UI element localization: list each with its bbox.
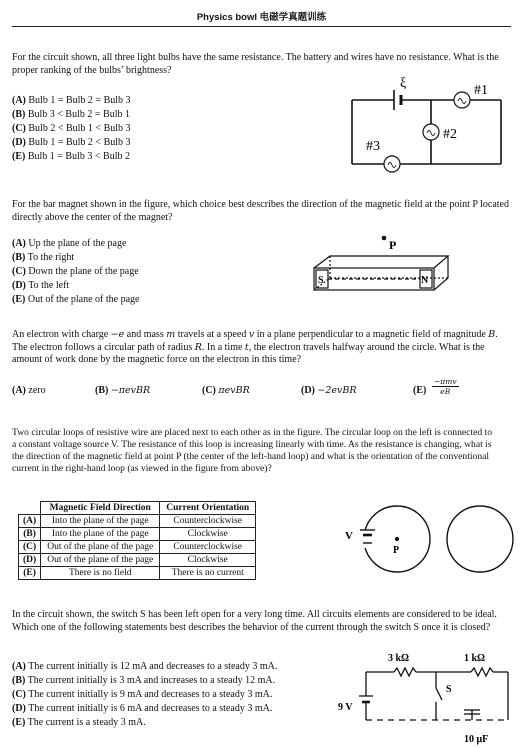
q3-stem [12,329,510,367]
table-header-row [19,502,256,515]
q2-bar-magnet-diagram [308,232,458,302]
q3-option-c[interactable]: (C) πevBR [202,385,250,396]
q1-text: For the circuit shown, all three light bulbs have the same resistance. The battery and wires have no resistance. What is the proper ranking of the bulbs’ brightness? [12,52,499,76]
q5-option-c[interactable]: (C) The current initially is 9 mA and decreases to a steady 3 mA. [12,689,273,700]
q2-stem [12,199,510,224]
q1-option-e[interactable] [12,150,131,164]
table-row[interactable]: (C) Out of the plane of the page Counterclockwise [19,541,256,554]
option-text: Bulb 1 = Bulb 2 < Bulb 3 [28,137,131,148]
point-p-label: P [393,545,400,556]
option-letter: (D) [12,137,26,148]
switch-label: S [446,684,452,695]
q4-loops-diagram [345,495,515,585]
q5-stem [12,609,510,634]
q4-stem [12,427,492,475]
q5-option-e[interactable]: (E) The current is a steady 3 mA. [12,717,146,728]
voltage-source-label: V [345,530,353,542]
q4-text: Two circular loops of resistive wire are placed next to each other as in the figure. The circular loop on the left is connected to a constant voltage source V. The resistance of this loop is increasing linearly with time. As the resistance is changing, what is the direction of the magnetic field at point P (the center of the left-hand loop) and what is the orientation of the conventional current in the right-hand loop (as viewed in the figure from above)? [12,427,492,474]
q5-option-a[interactable]: (A) The current initially is 12 mA and decreases to a steady 3 mA. [12,661,278,672]
option-text: Out of the plane of the page [27,294,140,305]
q4-answer-table [18,501,256,580]
q2-option-e[interactable] [12,293,139,307]
q3-option-e[interactable]: (E) [413,385,427,396]
table-row[interactable]: (D) Out of the plane of the page Clockwise [19,554,256,567]
q2-option-c[interactable] [12,265,139,279]
option-text: To the right [27,252,75,263]
col-current-header: Current Orientation [160,502,256,515]
table-row[interactable]: (B) Into the plane of the page Clockwise [19,528,256,541]
resistor-2-zigzag [471,668,493,676]
resistor-2-label: 1 kΩ [464,653,486,664]
page-header-title: Physics bowl 电磁学真题训练 [196,12,327,23]
option-text: To the left [28,280,70,291]
option-letter: (A) [12,95,26,106]
q2-text: For the bar magnet shown in the figure, which choice best describes the direction of the magnetic field at the point P located directly above the center of the magnet? [12,199,509,223]
q5-options [12,660,277,730]
option-letter: (B) [12,252,26,263]
option-letter: (A) [12,238,26,249]
bulb-1-label: #1 [474,83,488,98]
q2-options [12,237,139,307]
q1-option-b[interactable] [12,108,131,122]
header-divider [12,26,511,27]
q3-option-d[interactable]: (D) −2evBR [301,385,357,396]
q3-text: An electron with charge −e and mass m travels at a speed v in a plane perpendicular to a magnetic field of magnitude B. The electron follows a circular path of radius R. In a time t, the electron travels halfway around the circle. What is the amount of work done by the magnetic force on the electron in this time? [12,329,498,365]
option-letter: (C) [12,123,26,134]
q2-option-b[interactable] [12,251,139,265]
right-loop [447,506,513,572]
q2-option-a[interactable] [12,237,139,251]
option-text: Bulb 3 < Bulb 2 = Bulb 1 [27,109,130,120]
q1-option-c[interactable] [12,122,131,136]
bulb-2-label: #2 [443,127,457,142]
q5-rc-circuit-diagram [336,650,516,745]
q1-option-d[interactable] [12,136,131,150]
option-letter: (E) [12,151,26,162]
battery-label: 9 V [338,702,353,713]
emf-label: ξ [400,76,407,91]
option-text: Bulb 1 = Bulb 2 = Bulb 3 [28,95,131,106]
table-row[interactable]: (A) Into the plane of the page Counterclockwise [19,515,256,528]
q5-option-b[interactable]: (B) The current initially is 3 mA and increases to a steady 12 mA. [12,675,276,686]
switch-blade [436,688,442,700]
point-p-label: P [389,238,397,252]
option-text: Up the plane of the page [28,238,127,249]
resistor-1-zigzag [394,668,416,676]
q3-option-e-fraction: −πmv eB [434,377,457,396]
q5-text: In the circuit shown, the switch S has been left open for a very long time. All circuits elements are considered to be ideal. Which one of the following statements best describes the behavior of the current through the switch S once it is closed? [12,609,497,633]
q1-circuit-diagram [346,74,511,174]
option-text: Down the plane of the page [28,266,139,277]
option-letter: (D) [12,280,26,291]
option-letter: (C) [12,266,26,277]
point-p-dot [382,236,387,241]
q5-option-d[interactable]: (D) The current initially is 6 mA and decreases to a steady 3 mA. [12,703,273,714]
q1-option-a[interactable] [12,94,131,108]
q3-option-b[interactable]: (B) −πevBR [95,385,151,396]
resistor-1-label: 3 kΩ [388,653,410,664]
south-pole-label: S [318,275,324,286]
north-pole-label: N [421,275,429,286]
option-text: Bulb 2 < Bulb 1 < Bulb 3 [28,123,131,134]
col-field-header: Magnetic Field Direction [41,502,160,515]
table-row[interactable]: (E) There is no field There is no current [19,567,256,580]
point-p-dot [395,537,399,541]
option-letter: (B) [12,109,26,120]
q3-option-a[interactable]: (A) zero [12,385,46,396]
option-letter: (E) [12,294,26,305]
q2-option-d[interactable] [12,279,139,293]
q1-options [12,94,131,164]
option-text: Bulb 1 = Bulb 3 < Bulb 2 [27,151,130,162]
bulb-3-label: #3 [366,139,380,154]
capacitor-label: 10 μF [464,734,489,745]
